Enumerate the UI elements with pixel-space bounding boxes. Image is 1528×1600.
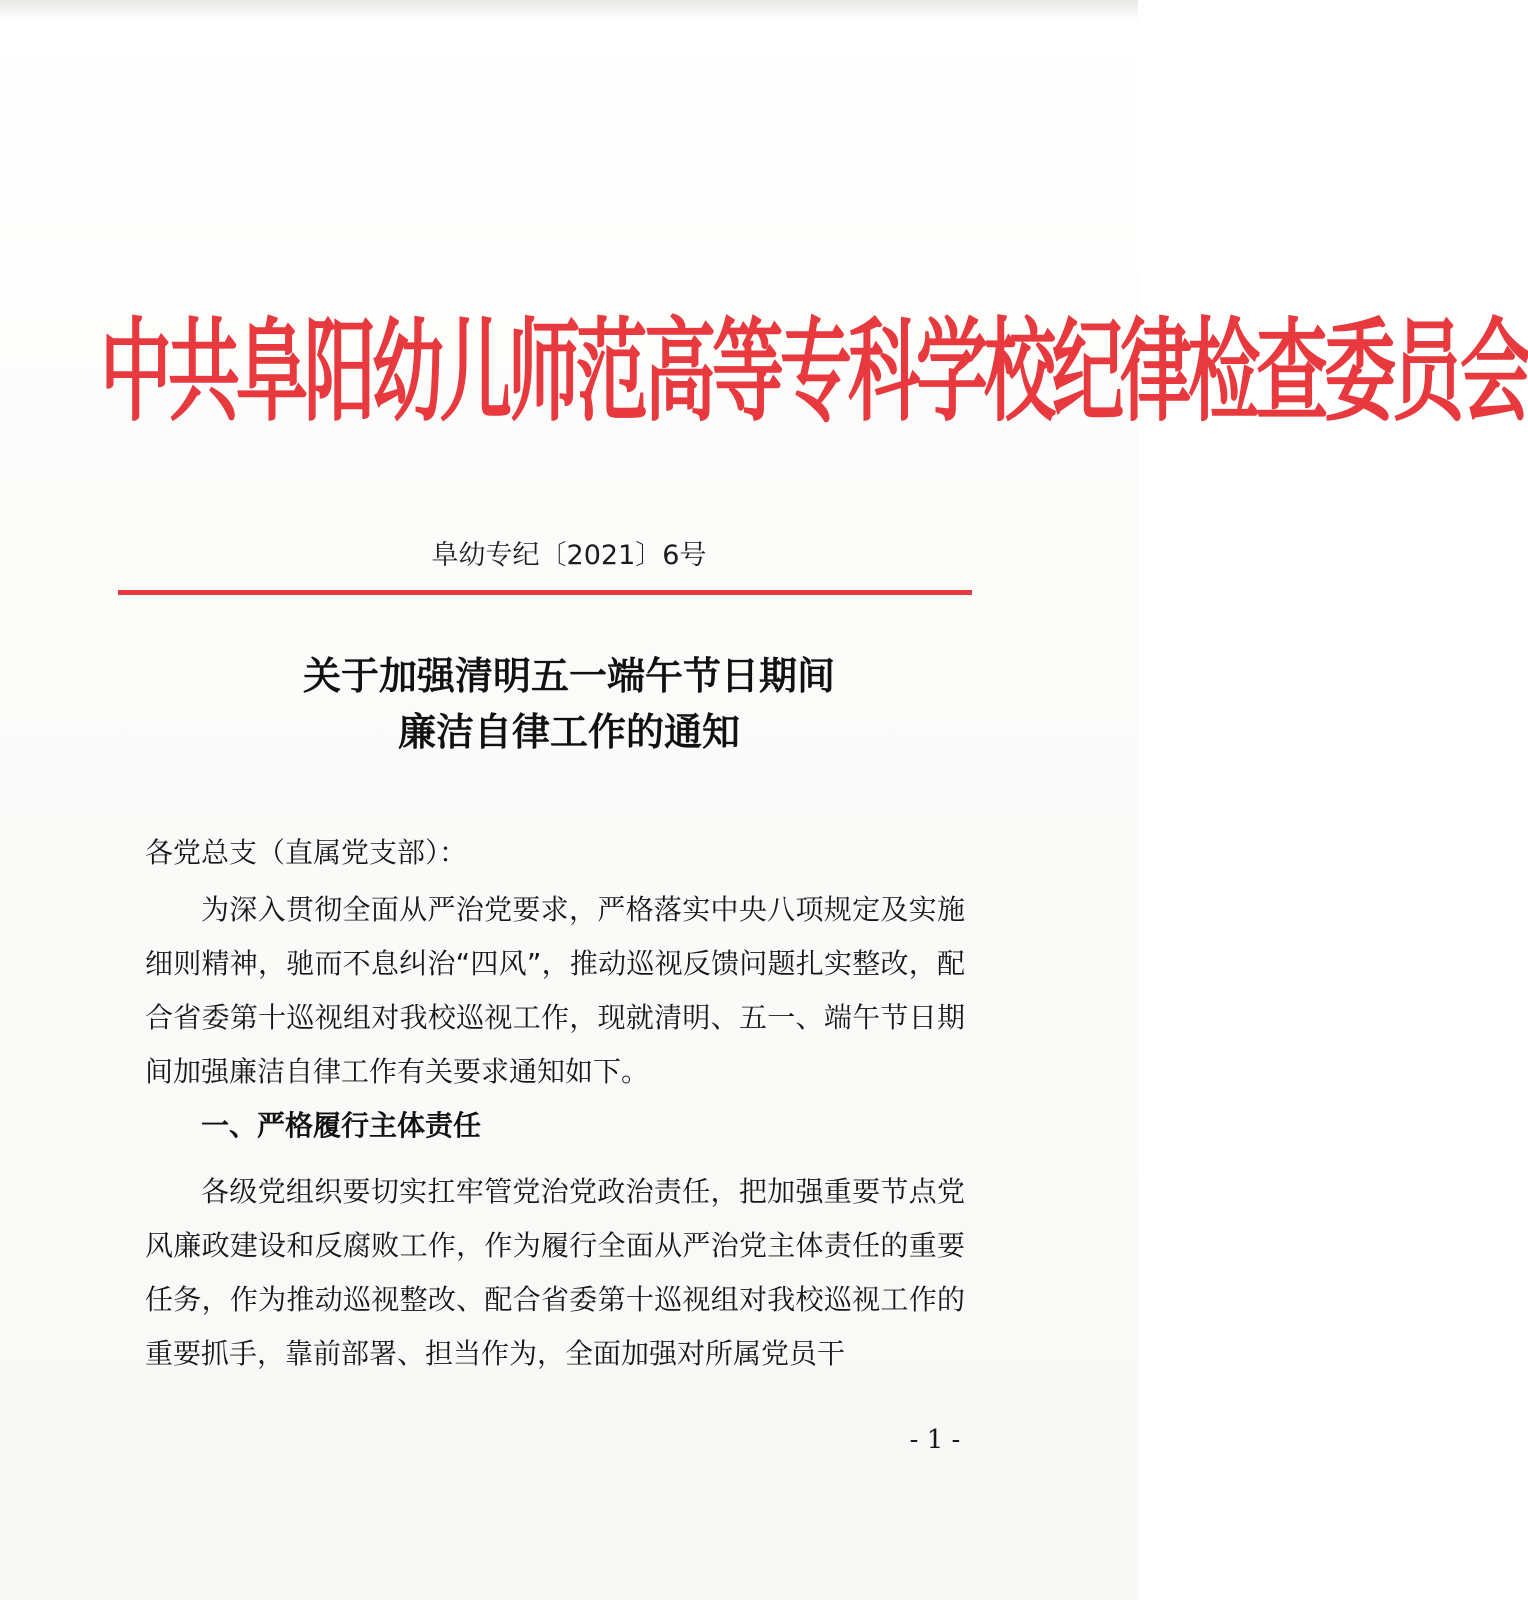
section-heading-1: 一、严格履行主体责任 bbox=[201, 1109, 482, 1142]
issuer-name: 中共阜阳幼儿师范高等专科学校纪律检查委员会 bbox=[100, 305, 1528, 437]
body-paragraph-2: 各级党组织要切实扛牢管党治党政治责任，把加强重要节点党风廉政建设和反腐败工作，作为履行全面从严治党主体责任的重要任务，作为推动巡视整改、配合省委第十巡视组对我校巡视工作的重要抓手，靠前部署、担当作为，全面加强对所属党员干 bbox=[145, 1175, 965, 1370]
document-number: 阜幼专纪〔2021〕6号 bbox=[431, 540, 707, 571]
red-separator-line bbox=[118, 590, 972, 595]
body-paragraph-1: 为深入贯彻全面从严治党要求，严格落实中央八项规定及实施细则精神，驰而不息纠治“四风”，推动巡视反馈问题扎实整改，配合省委第十巡视组对我校巡视工作，现就清明、五一、端午节日期间加强廉洁自律工作有关要求通知如下。 bbox=[145, 893, 965, 1088]
scan-edge-shadow bbox=[0, 0, 1138, 22]
document-title-line-1: 关于加强清明五一端午节日期间 bbox=[302, 653, 835, 698]
page-number: - 1 - bbox=[909, 1425, 961, 1455]
document-title bbox=[0, 648, 1138, 760]
salutation: 各党总支（直属党支部）： bbox=[145, 836, 468, 869]
document-title-line-2: 廉洁自律工作的通知 bbox=[397, 709, 740, 754]
